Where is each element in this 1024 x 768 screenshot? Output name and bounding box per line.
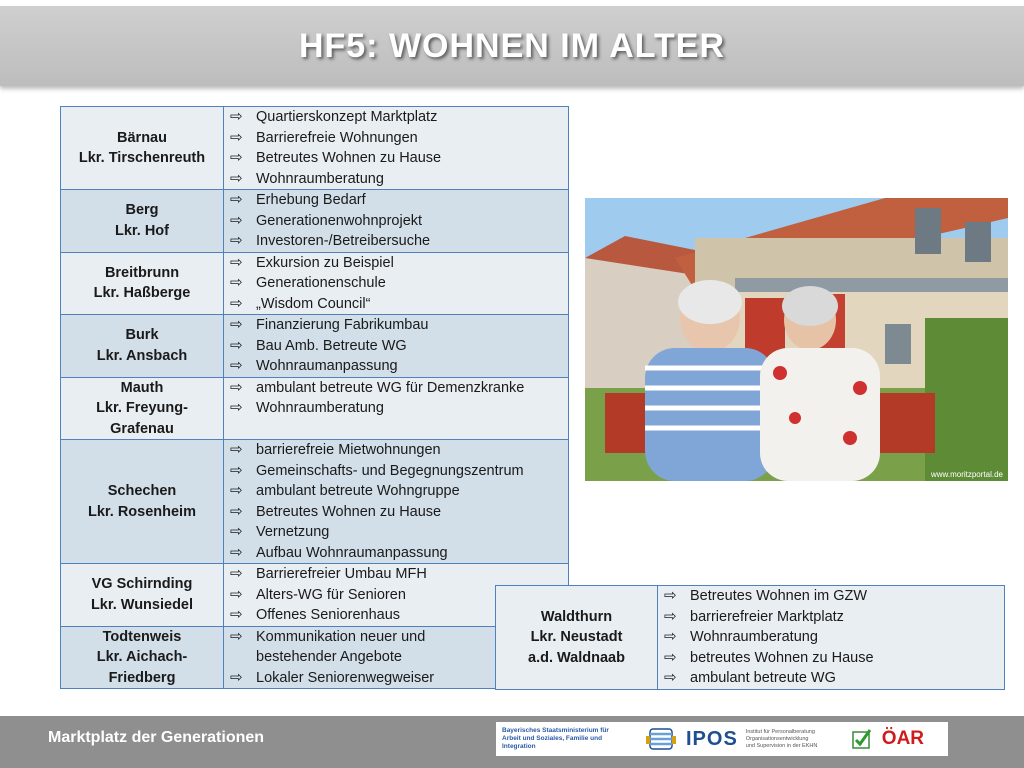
- list-item: [664, 627, 1000, 648]
- list-item: [230, 502, 564, 523]
- arrow-right-icon: ⇨: [230, 565, 243, 582]
- list-item-text: Wohnraumanpassung: [256, 358, 398, 374]
- place-name: Bärnau: [117, 129, 167, 146]
- ipos-subtitle: [746, 729, 842, 750]
- location-cell: [61, 564, 224, 627]
- district-name: Lkr. Freyung-Grafenau: [96, 400, 188, 437]
- list-item-text: Quartierskonzept Marktplatz: [256, 109, 438, 125]
- arrow-right-icon: ⇨: [664, 587, 677, 604]
- list-item-text: Aufbau Wohnraumanpassung: [256, 544, 448, 561]
- waldthurn-district-2: a.d. Waldnaab: [528, 649, 625, 666]
- list-item: [230, 336, 564, 357]
- items-cell: [224, 440, 569, 564]
- items-cell: [224, 377, 569, 440]
- list-item-text: betreutes Wohnen zu Hause: [690, 649, 874, 666]
- list-item: [230, 169, 564, 190]
- items-cell: [224, 315, 569, 378]
- list-item-text: Erhebung Bedarf: [256, 192, 366, 208]
- table-row: [61, 252, 569, 315]
- arrow-right-icon: ⇨: [230, 253, 243, 271]
- place-name: Mauth: [120, 379, 164, 396]
- table-row: [61, 377, 569, 440]
- arrow-right-icon: ⇨: [230, 523, 243, 540]
- list-item-text: Kommunikation neuer und bestehender Angebote: [256, 628, 426, 665]
- items-cell: [224, 107, 569, 190]
- footer-title: Marktplatz der Generationen: [48, 729, 265, 746]
- arrow-right-icon: ⇨: [230, 191, 243, 208]
- arrow-right-icon: ⇨: [230, 232, 243, 249]
- ipos-sub-2: Organisationsentwicklung: [745, 735, 809, 742]
- list-item: [230, 461, 564, 482]
- list-item-text: barrierefreier Marktplatz: [690, 608, 844, 625]
- list-item: [230, 522, 564, 543]
- district-name: Lkr. Hof: [115, 222, 169, 239]
- list-item-text: „Wisdom Council“: [256, 295, 371, 312]
- list-item-text: Wohnraumberatung: [690, 629, 818, 645]
- list-item: [230, 128, 564, 149]
- arrow-right-icon: ⇨: [230, 128, 243, 146]
- list-item: [230, 148, 564, 169]
- list-item-text: Exkursion zu Beispiel: [256, 254, 394, 271]
- list-item: [664, 607, 1000, 628]
- list-item-text: Vernetzung: [256, 524, 330, 540]
- arrow-right-icon: ⇨: [230, 441, 243, 458]
- list-item-text: Betreutes Wohnen zu Hause: [256, 503, 442, 520]
- district-name: Lkr. Haßberge: [93, 285, 191, 302]
- arrow-right-icon: ⇨: [230, 585, 243, 603]
- list-item: [230, 398, 564, 419]
- list-item-text: ambulant betreute WG: [690, 670, 836, 686]
- district-name: Lkr. Aichach-Friedberg: [96, 649, 188, 686]
- list-item-text: barrierefreie Mietwohnungen: [256, 442, 441, 458]
- list-item: [230, 211, 564, 232]
- list-item-text: Barrierefreie Wohnungen: [256, 129, 418, 146]
- list-item: [664, 586, 1000, 607]
- list-item-text: Alters-WG für Senioren: [256, 586, 406, 603]
- place-name: Burk: [125, 327, 159, 344]
- ministry-logo: [502, 727, 636, 751]
- waldthurn-table: [495, 585, 1005, 690]
- arrow-right-icon: ⇨: [230, 378, 243, 396]
- list-item: [230, 315, 564, 336]
- arrow-right-icon: ⇨: [230, 668, 243, 686]
- waldthurn-place: Waldthurn: [540, 608, 613, 625]
- arrow-right-icon: ⇨: [230, 482, 243, 499]
- oar-logo: ÖAR: [881, 728, 925, 749]
- arrow-right-icon: ⇨: [230, 108, 243, 125]
- location-cell: [61, 190, 224, 253]
- items-cell: [224, 190, 569, 253]
- arrow-right-icon: ⇨: [664, 628, 677, 645]
- page-title: HF5: WOHNEN IM ALTER: [298, 26, 726, 65]
- list-item-text: Generationenschule: [256, 275, 386, 291]
- list-item-text: Offenes Seniorenhaus: [256, 607, 401, 623]
- list-item-text: Betreutes Wohnen im GZW: [690, 588, 868, 604]
- arrow-right-icon: ⇨: [230, 149, 243, 166]
- list-item-text: Finanzierung Fabrikumbau: [256, 317, 429, 333]
- table-row: [61, 440, 569, 564]
- location-cell: [61, 626, 224, 689]
- place-name: Berg: [125, 202, 159, 219]
- photo-watermark: www.moritzportal.de: [930, 470, 1003, 479]
- location-cell: [61, 107, 224, 190]
- arrow-right-icon: ⇨: [230, 606, 243, 623]
- list-item-text: ambulant betreute Wohngruppe: [256, 483, 460, 499]
- arrow-right-icon: ⇨: [230, 211, 243, 229]
- list-item-text: Wohnraumberatung: [256, 170, 384, 187]
- district-name: Lkr. Tirschenreuth: [78, 150, 206, 166]
- list-item-text: Wohnraumberatung: [256, 400, 384, 416]
- ministry-line-1: Bayerisches Staatsministerium für: [502, 727, 609, 734]
- arrow-right-icon: ⇨: [230, 543, 243, 561]
- list-item-text: Bau Amb. Betreute WG: [256, 337, 407, 354]
- list-item: [230, 273, 564, 294]
- title-bar: [0, 6, 1024, 86]
- ipos-sub-3: und Supervision in der EKHN: [745, 742, 818, 749]
- place-name: Breitbrunn: [104, 264, 180, 281]
- arrow-right-icon: ⇨: [230, 169, 243, 187]
- list-item: [230, 356, 564, 377]
- list-item-text: Gemeinschafts- und Begegnungszentrum: [256, 462, 524, 479]
- ipos-logo: IPOS: [686, 727, 738, 750]
- seniors-photo: [585, 198, 1008, 481]
- table-row: [61, 107, 569, 190]
- arrow-right-icon: ⇨: [230, 357, 243, 374]
- list-item-text: Betreutes Wohnen zu Hause: [256, 150, 442, 166]
- list-item: [230, 378, 564, 399]
- items-cell: [224, 252, 569, 315]
- partner-logos: [496, 722, 948, 756]
- ipos-sub-1: Institut für Personalberatung: [745, 728, 815, 735]
- table-row: [61, 564, 569, 627]
- projects-table: [60, 106, 569, 689]
- table-row: [61, 315, 569, 378]
- list-item: [230, 231, 564, 252]
- table-row: [61, 626, 569, 689]
- projects-table-body: [61, 107, 569, 689]
- list-item: [230, 564, 564, 585]
- location-cell: [61, 315, 224, 378]
- waldthurn-items: [658, 586, 1005, 690]
- ministry-line-2: Arbeit und Soziales, Familie und Integration: [502, 735, 603, 750]
- arrow-right-icon: ⇨: [664, 648, 677, 666]
- place-name: Schechen: [107, 483, 177, 499]
- place-name: Todtenweis: [102, 628, 182, 645]
- list-item: [230, 481, 564, 502]
- list-item-text: Lokaler Seniorenwegweiser: [256, 669, 435, 686]
- bavarian-crest-icon: [644, 726, 678, 752]
- location-cell: [61, 440, 224, 564]
- arrow-right-icon: ⇨: [230, 316, 243, 333]
- list-item: [230, 253, 564, 274]
- arrow-right-icon: ⇨: [664, 607, 677, 625]
- list-item: [230, 294, 564, 315]
- photo-illustration: [585, 198, 1008, 481]
- location-cell: [61, 377, 224, 440]
- arrow-right-icon: ⇨: [230, 336, 243, 354]
- list-item: [230, 440, 564, 461]
- list-item-text: ambulant betreute WG für Demenzkranke: [256, 379, 525, 396]
- location-cell: [61, 252, 224, 315]
- district-name: Lkr. Wunsiedel: [90, 596, 194, 613]
- list-item-text: Investoren-/Betreibersuche: [256, 233, 431, 249]
- arrow-right-icon: ⇨: [230, 461, 243, 479]
- list-item: [664, 668, 1000, 689]
- district-name: Lkr. Rosenheim: [88, 503, 196, 520]
- table-row: [61, 190, 569, 253]
- waldthurn-location: [496, 586, 658, 690]
- waldthurn-district-1: Lkr. Neustadt: [530, 629, 623, 645]
- district-name: Lkr. Ansbach: [96, 347, 188, 364]
- arrow-right-icon: ⇨: [230, 294, 243, 312]
- arrow-right-icon: ⇨: [230, 399, 243, 416]
- list-item-text: Generationenwohnprojekt: [256, 212, 423, 229]
- checkmark-logo-icon: [850, 727, 874, 751]
- arrow-right-icon: ⇨: [230, 627, 243, 645]
- list-item-text: Barrierefreier Umbau MFH: [256, 566, 427, 582]
- list-item: [230, 107, 564, 128]
- list-item: [230, 190, 564, 211]
- list-item: [664, 648, 1000, 669]
- place-name: VG Schirnding: [91, 576, 193, 593]
- arrow-right-icon: ⇨: [664, 669, 677, 686]
- arrow-right-icon: ⇨: [230, 274, 243, 291]
- arrow-right-icon: ⇨: [230, 502, 243, 520]
- list-item: [230, 543, 564, 564]
